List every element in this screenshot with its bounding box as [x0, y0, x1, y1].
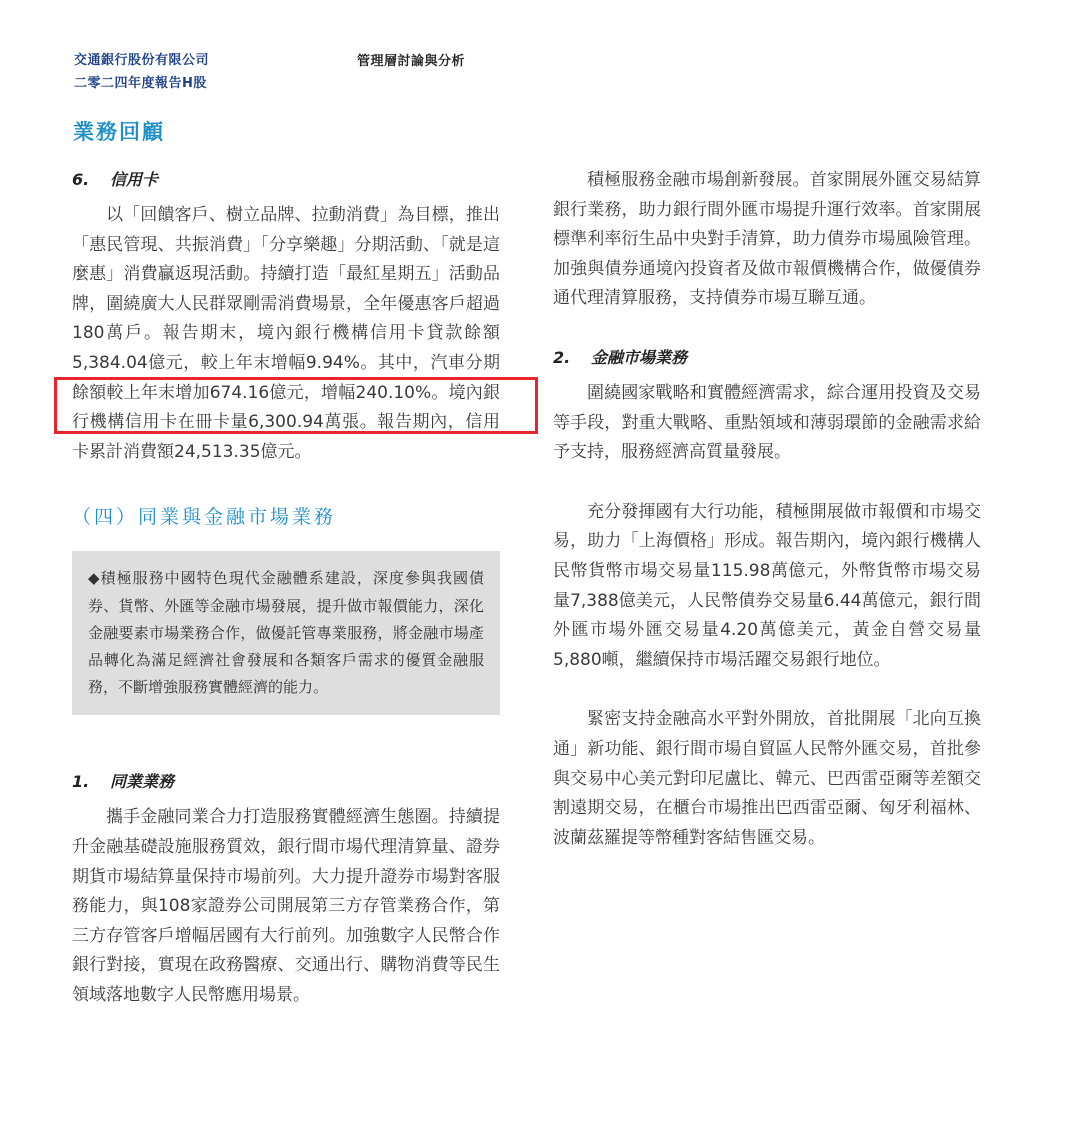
- page-title: 業務回顧: [73, 120, 165, 144]
- red-highlight-rectangle: [54, 377, 538, 434]
- right-column: [553, 166, 981, 853]
- credit-card-heading: [72, 166, 500, 194]
- section-title: 金融市場業務: [591, 347, 688, 367]
- financial-markets-paragraph: 圍繞國家戰略和實體經濟需求，綜合運用投資及交易等手段，對重大戰略、重點領域和薄弱環節的金融需求給予支持，服務經濟高質量發展。: [553, 382, 981, 463]
- left-column: [72, 166, 500, 1011]
- opening-up-paragraph: 緊密支持金融高水平對外開放，首批開展「北向互換通」新功能、銀行間市場自貿區人民幣外匯交易，首批參與交易中心美元對印尼盧比、韓元、巴西雷亞爾等差額交割遠期交易，在櫃台市場推出巴西雷亞爾、匈牙利福林、波蘭茲羅提等幣種對客結售匯交易。: [553, 709, 981, 848]
- section-number: 2.: [553, 347, 571, 367]
- market-making-paragraph: 充分發揮國有大行功能，積極開展做市報價和市場交易，助力「上海價格」形成。報告期內，境內銀行機構人民幣貨幣市場交易量115.98萬億元，外幣貨幣市場交易量7,388億美元，人民幣債券交易量6.44萬億元，銀行間外匯市場外匯交易量4.20萬億美元，黃金自營交易量5,880噸，繼續保持市場活躍交易銀行地位。: [553, 501, 981, 670]
- section-number: 6.: [72, 170, 90, 189]
- interbank-heading: [72, 768, 500, 796]
- company-name: 交通銀行股份有限公司: [74, 53, 210, 68]
- section-title: 同業業務: [110, 772, 175, 792]
- report-name: 二零二四年度報告H股: [74, 76, 207, 91]
- summary-highlight-box: ◆積極服務中國特色現代金融體系建設，深度參與我國債券、貨幣、外匯等金融市場發展，提升做市報價能力，深化金融要素市場業務合作，做優託管專業服務，將金融市場產品轉化為滿足經濟社會發展和各類客戶需求的優質金融服務，不斷增強服務實體經濟的能力。: [72, 551, 500, 715]
- credit-card-paragraph: 以「回饋客戶、樹立品牌、拉動消費」為目標，推出「惠民管現、共振消費」「分享樂趣」分期活動、「就是這麼惠」消費贏返現活動。持續打造「最紅星期五」活動品牌，圍繞廣大人民群眾剛需消費場景，全年優惠客戶超過180萬戶。報告期末，境內銀行機構信用卡貸款餘額5,384.04億元，較上年末增幅9.94%。其中，汽車分期餘額較上年末增加674.16億元，增幅240.10%。境內銀行機構信用卡在冊卡量6,300.94萬張。報告期內，信用卡累計消費額24,513.35億元。: [72, 205, 500, 462]
- section-title: 信用卡: [110, 170, 159, 189]
- section-number: 1.: [72, 772, 90, 792]
- fx-innovation-paragraph: 積極服務金融市場創新發展。首家開展外匯交易結算銀行業務，助力銀行間外匯市場提升運行效率。首家開展標準利率衍生品中央對手清算，助力債券市場風險管理。加強與債券通境內投資者及做市報價機構合作，做優債券通代理清算服務，支持債券市場互聯互通。: [553, 170, 981, 309]
- financial-markets-heading: [553, 344, 981, 372]
- section-four-title: （四）同業與金融市場業務: [72, 506, 337, 529]
- section-header: 管理層討論與分析: [357, 54, 466, 69]
- interbank-paragraph: 攜手金融同業合力打造服務實體經濟生態圈。持續提升金融基礎設施服務質效，銀行間市場代理清算量、證券期貨市場結算量保持市場前列。大力提升證券市場對客服務能力，與108家證券公司開展第三方存管業務合作，第三方存管客戶增幅居國有大行前列。加強數字人民幣合作銀行對接，實現在政務醫療、交通出行、購物消費等民生領域落地數字人民幣應用場景。: [72, 807, 500, 1005]
